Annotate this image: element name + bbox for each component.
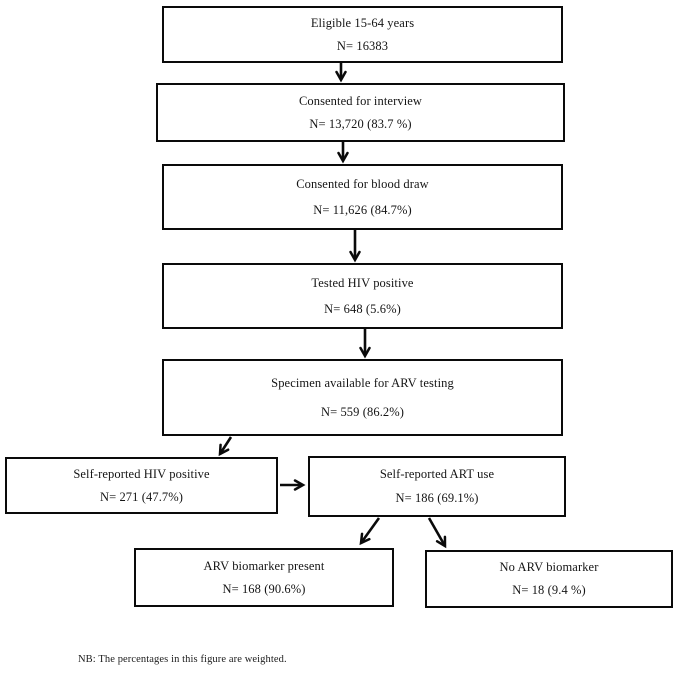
box-label: Self-reported HIV positive xyxy=(73,467,210,482)
box-label: Eligible 15-64 years xyxy=(310,16,415,31)
arrow-specimen-to-selfreportedhiv-icon xyxy=(220,437,231,454)
flow-box-no-arv-biomarker xyxy=(425,550,673,608)
box-value: N= 271 (47.7%) xyxy=(99,489,184,504)
box-value: N= 13,720 (83.7 %) xyxy=(309,116,412,131)
box-value: N= 186 (69.1%) xyxy=(395,491,479,506)
flow-box-arv-biomarker-present xyxy=(134,548,394,607)
flow-box-tested-hiv-positive xyxy=(162,263,563,329)
arrow-art-to-arvabsent-icon xyxy=(429,518,445,546)
flow-box-eligible xyxy=(162,6,563,63)
box-value: N= 11,626 (84.7%) xyxy=(313,202,412,217)
box-label: Consented for interview xyxy=(298,93,423,108)
box-label: No ARV biomarker xyxy=(499,560,599,575)
box-value: N= 168 (90.6%) xyxy=(222,581,306,596)
box-value: N= 18 (9.4 %) xyxy=(512,583,586,598)
weighted-percentages-note: NB: The percentages in this figure are weighted. xyxy=(78,654,287,665)
box-label: Specimen available for ARV testing xyxy=(271,375,454,390)
flow-box-consented-blood-draw xyxy=(162,164,563,230)
box-value: N= 559 (86.2%) xyxy=(320,404,405,419)
flow-box-self-reported-art-use xyxy=(308,456,566,517)
flow-box-specimen-available xyxy=(162,359,563,436)
box-value: N= 648 (5.6%) xyxy=(324,301,401,316)
arrow-art-to-arvpresent-icon xyxy=(361,518,379,543)
box-label: Self-reported ART use xyxy=(379,467,495,482)
box-value: N= 16383 xyxy=(336,38,389,53)
flow-box-consented-interview xyxy=(156,83,565,142)
box-label: Consented for blood draw xyxy=(296,177,429,192)
box-label: ARV biomarker present xyxy=(203,558,325,573)
flow-box-self-reported-hiv-positive xyxy=(5,457,278,514)
box-label: Tested HIV positive xyxy=(311,276,414,291)
